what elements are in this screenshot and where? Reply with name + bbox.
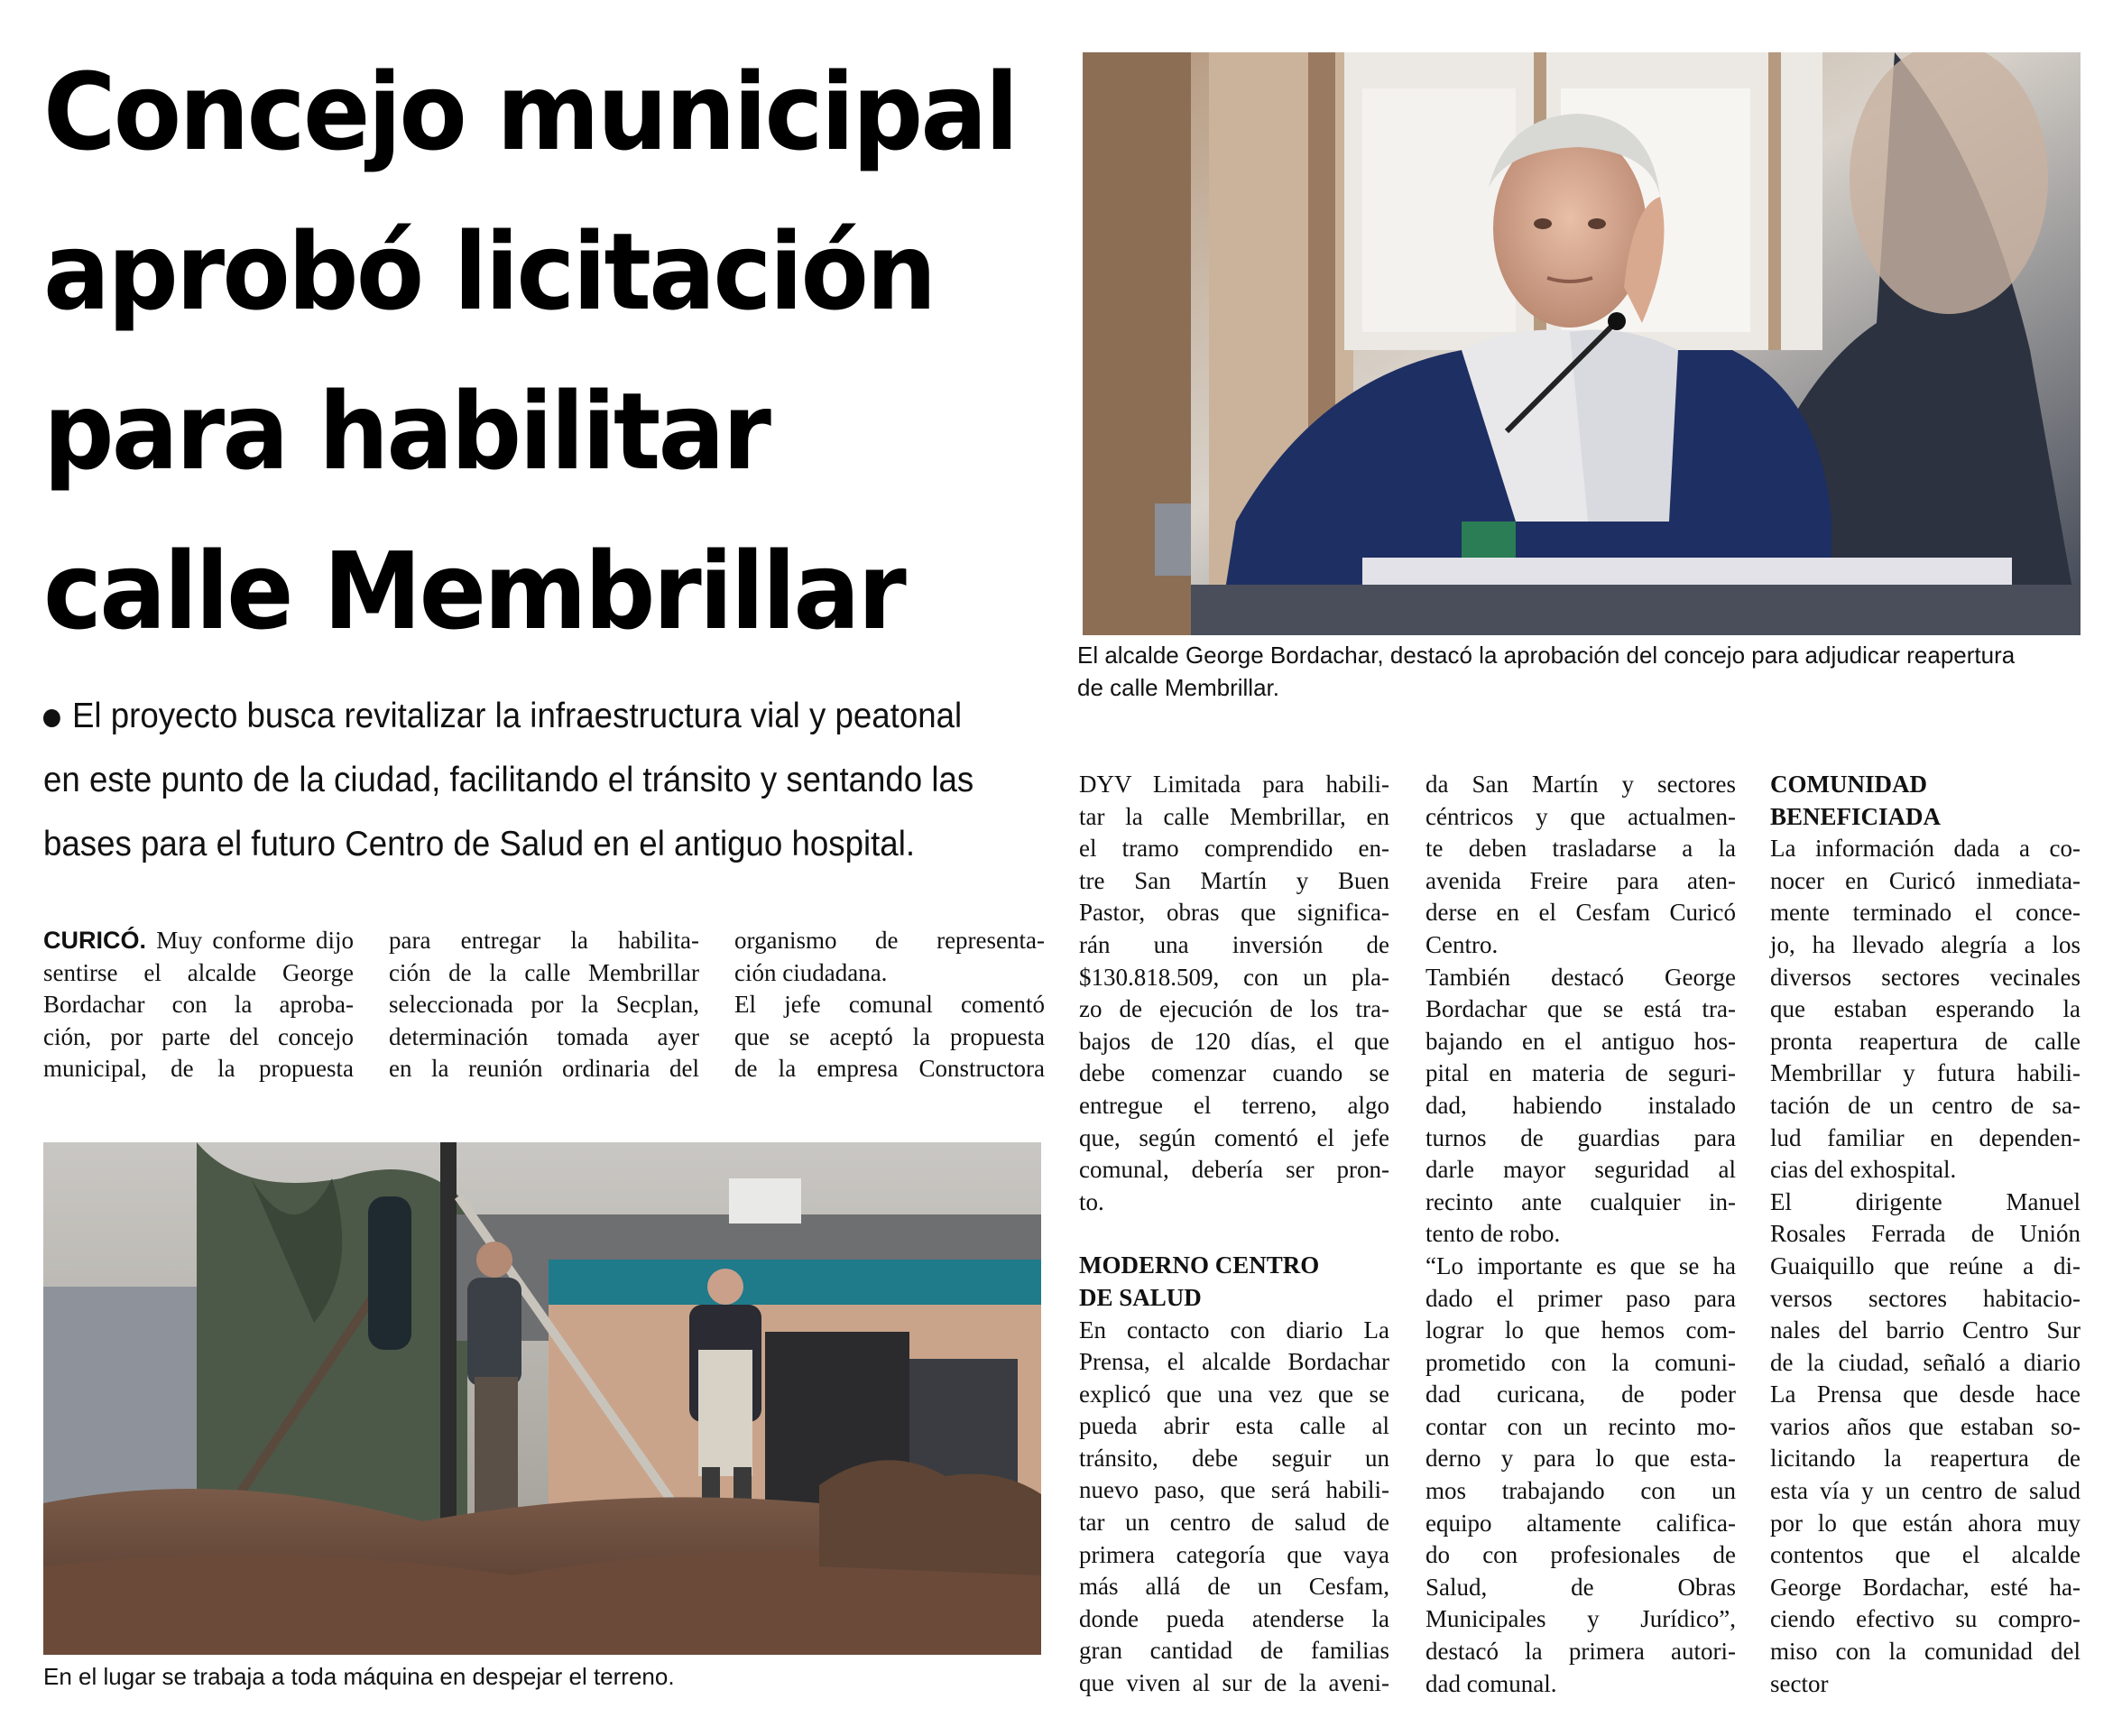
mayor-photo [1083,52,2080,635]
article-column-4: DYV Limitada para habili- tar la calle Membrillar, en el tramo comprendido en- tre San Martín y Buen Pastor, obras que significa- rán una inversión de $130.818.509, con un pla- zo de ejecución de los tra- bajos de 120 días, el que debe comenzar cuando se entregue el terreno, algo que, según comentó el jefe comunal, debería ser pron- to. MODERNO CENTRO DE SALUD En contacto con diario La Prensa, el alcalde Bordachar explicó que una vez que se pueda abrir esta calle al tránsito, debe seguir un nuevo paso, que será habili- tar un centro de salud de primera categoría que vaya más allá de un Cesfam, donde pueda atenderse la gran cantidad de familias que viven al sur de la aveni- [1079,771,1389,1697]
subheading-comunidad-beneficiada: COMUNIDAD [1770,771,1927,798]
article-column-2: para entregar la habilita- ción de la calle Membrillar seleccionada por la Secplan, determinación tomada ayer en la reunión ordinaria del [389,927,699,1083]
lead-line: El proyecto busca revitalizar la infraestructura vial y peatonal [71,697,963,735]
headline-line: calle Membrillar [43,529,905,653]
mayor-photo-caption: El alcalde George Bordachar, destacó la aprobación del concejo para adjudicar reapertura de calle Membrillar. [1077,642,2016,701]
article-column-5: da San Martín y sectores céntricos y que actualmen- te deben trasladarse a la avenida Freire para aten- derse en el Cesfam Curicó Centro. También destacó George Bordachar que se está tra- bajando en el antiguo hos- pital en materia de seguri- dad, habiendo instalado turnos de guardias para darle mayor seguridad al recinto ante cualquier in- tento de robo. “Lo importante es que se ha dado el primer paso para lograr lo que hemos com- prometido con la comuni- dad curicana, de poder contar con un recinto mo- derno y para lo que esta- mos trabajando con un equipo altamente califica- do con profesionales de Salud, de Obras Municipales y Jurídico”, destacó la primera autori- dad comunal. [1425,771,1736,1697]
dateline: CURICÓ. [43,927,146,954]
headline [43,32,1017,671]
lead-paragraph [43,684,993,876]
headline-line: para habilitar [43,369,770,494]
lead-line: bases para el futuro Centro de Salud en el antiguo hospital. [43,825,916,863]
headline-line: aprobó licitación [43,209,935,334]
article-column-6: COMUNIDAD BENEFICIADA La información dada a co- nocer en Curicó inmediata- mente terminado el conce- jo, ha llevado alegría a los diversos sectores vecinales que estaban esperando la pronta reapertura de calle Membrillar y futura habili- tación de un centro de sa- lud familiar en dependen- cias del exhospital. El dirigente Manuel Rosales Ferrada de Unión Guaiquillo que reúne a di- versos sectores habitacio- nales del barrio Centro Sur de la ciudad, señaló a diario La Prensa que desde hace varios años que estaban so- licitando la reapertura de esta vía y un centro de salud por lo que están ahora muy contentos que el alcalde George Bordachar, esté ha- ciendo efectivo su compro- miso con la comunidad del sector [1770,771,2080,1697]
article-column-1: CURICÓ. Muy conforme dijo sentirse el alcalde George Bordachar con la aproba- ción, por parte del concejo municipal, de la propuesta [43,927,355,1083]
article-column-3: organismo de representa- ción ciudadana. El jefe comunal comentó que se aceptó la propuesta de la empresa Constructora [734,927,1045,1083]
construction-photo-caption: En el lugar se trabaja a toda máquina en despejar el terreno. [43,1663,675,1690]
subheading-moderno-centro: MODERNO CENTRO [1079,1251,1320,1279]
bullet-icon [43,709,60,727]
lead-line: en este punto de la ciudad, facilitando el tránsito y sentando las [43,761,974,799]
construction-photo [43,1142,1041,1655]
headline-line: Concejo municipal [43,50,1017,174]
